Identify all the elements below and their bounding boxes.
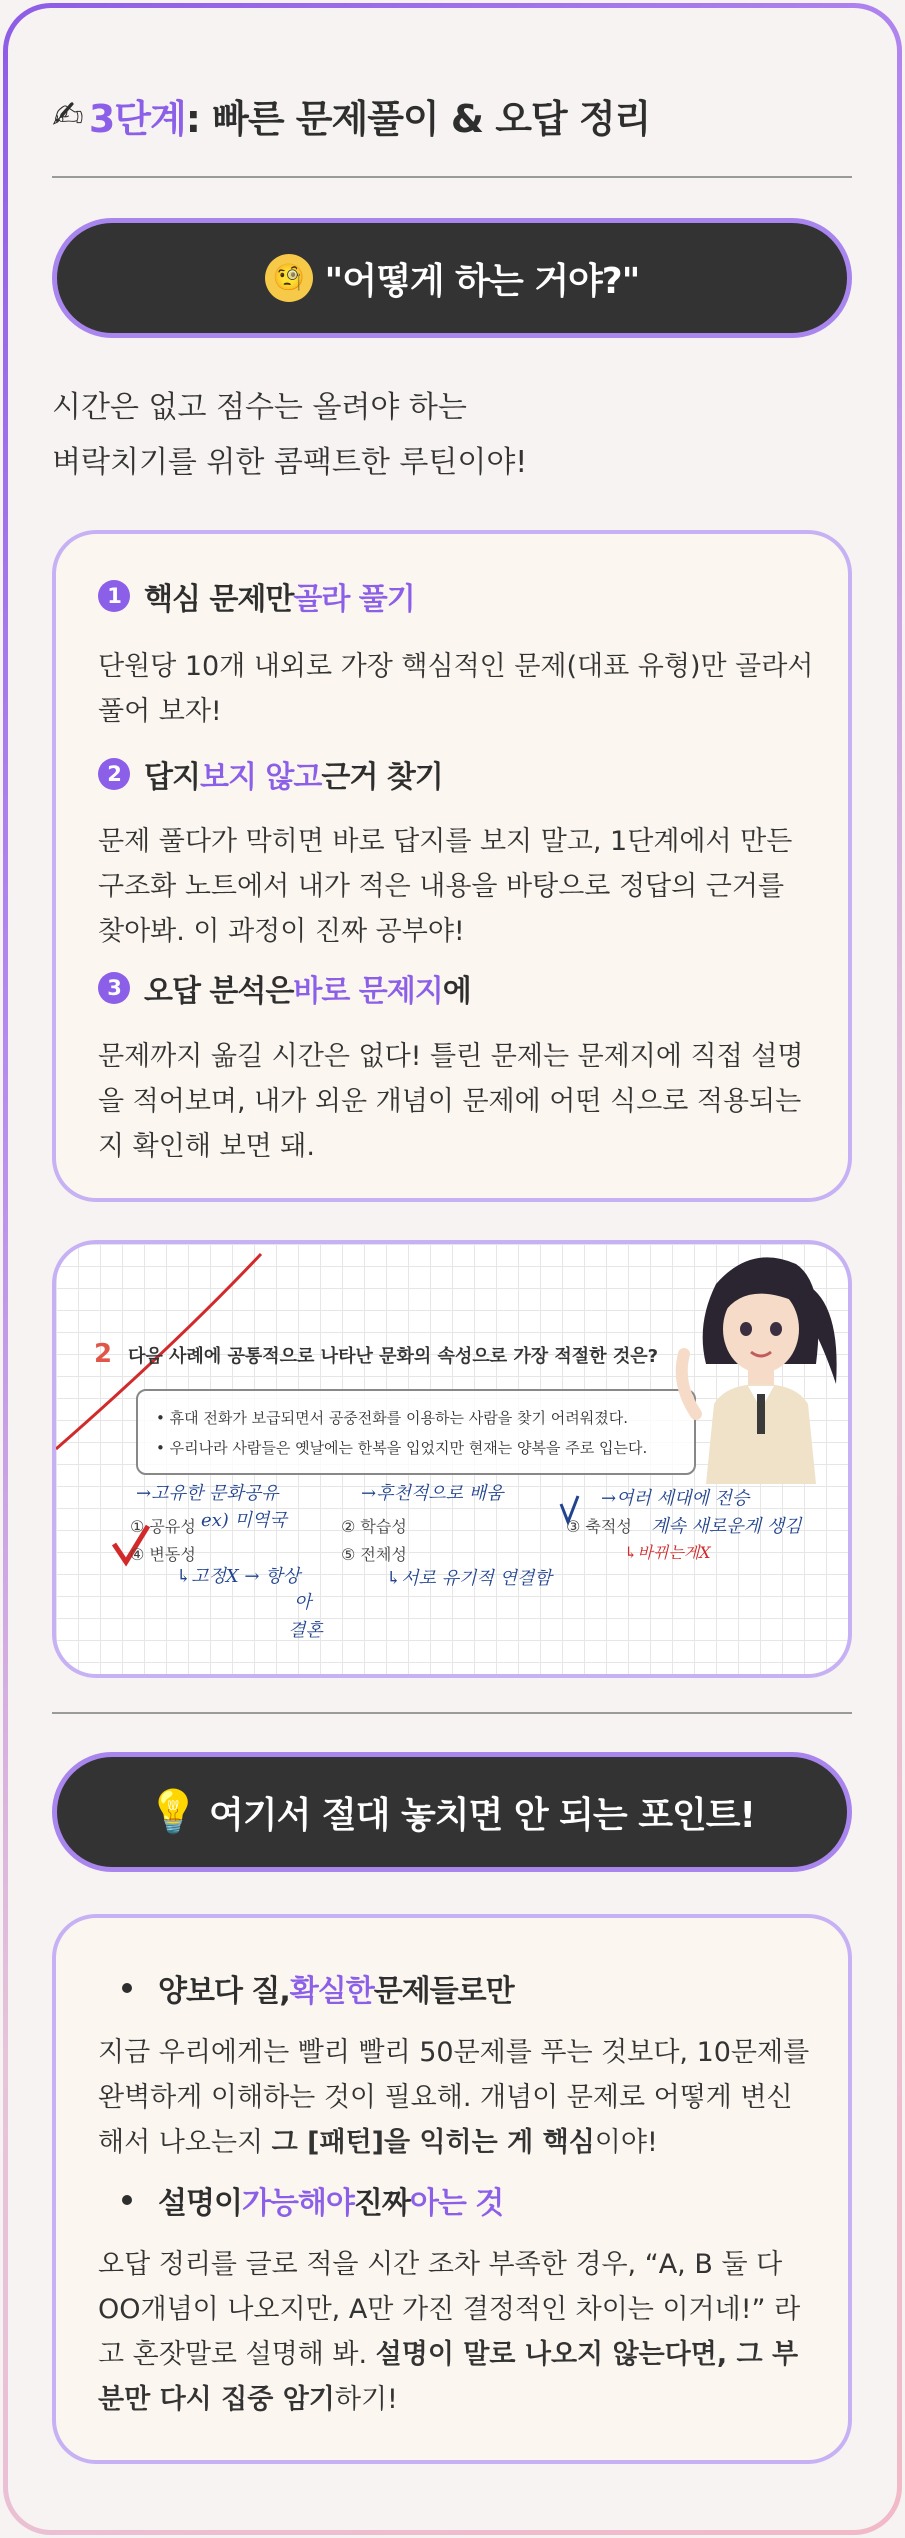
points-card bbox=[52, 1914, 852, 2464]
monocle-face-icon: 🧐 bbox=[265, 254, 313, 302]
bullet-dot bbox=[122, 2195, 132, 2205]
point-2-title-text: 설명이 bbox=[158, 2186, 242, 2221]
step-1-title-accent: 골라 풀기 bbox=[293, 582, 415, 617]
section-heading bbox=[52, 80, 852, 150]
divider bbox=[52, 1712, 852, 1714]
steps-card bbox=[52, 530, 852, 1202]
step-number-badge: 2 bbox=[98, 758, 130, 790]
point-1-title-text: 양보다 질, bbox=[158, 1974, 290, 2009]
point-1-body-emphasis: 그 [패턴]을 익히는 게 핵심 bbox=[271, 2127, 595, 2158]
point-2-body-text: 오답 정리를 글로 적을 시간 조차 부족한 경우, “A, B 둘 다 OO개념이 나오지만, A만 가진 결정적인 차이는 이거네!” 라고 혼잣말로 설명해 봐. bbox=[98, 2249, 801, 2370]
option-3: ③ 축적성 bbox=[566, 1517, 632, 1536]
point-2-body bbox=[98, 2242, 818, 2422]
step-number-badge: 1 bbox=[98, 580, 130, 612]
howto-title: "어떻게 하는 거야?" bbox=[324, 260, 640, 302]
point-1-body-text: 지금 우리에게는 빨리 빨리 50문제를 푸는 것보다, 10문제를 완벽하게 이해하는 것이 필요해. 개념이 문제로 어떻게 변신해서 나오는지 bbox=[98, 2037, 810, 2158]
step-1-title-text: 핵심 문제만 bbox=[144, 582, 294, 617]
handwritten-note: ↳고정X → 항상 bbox=[176, 1566, 300, 1587]
point-2-body-emphasis: 설명이 말로 나오지 않는다면, 그 부분만 다시 집중 암기 bbox=[98, 2339, 799, 2415]
step-2-body: 문제 풀다가 막히면 바로 답지를 보지 말고, 1단계에서 만든 구조화 노트에서 내가 적은 내용을 바탕으로 정답의 근거를 찾아봐. 이 과정이 진짜 공부야! bbox=[98, 826, 793, 947]
option-5: ⑤ 전체성 bbox=[341, 1545, 407, 1564]
point-1-title-suffix: 문제들로만 bbox=[373, 1974, 514, 2009]
light-bulb-icon: 💡 bbox=[147, 1787, 199, 1836]
step-3-title-text: 오답 분석은 bbox=[144, 974, 294, 1009]
howto-banner bbox=[52, 218, 852, 338]
step-3-title bbox=[98, 966, 471, 1010]
step-2-title-suffix: 근거 찾기 bbox=[321, 760, 443, 795]
divider bbox=[52, 176, 852, 178]
points-title: 여기서 절대 놓치면 안 되는 포인트! bbox=[209, 1794, 755, 1836]
option-2: ② 학습성 bbox=[341, 1517, 407, 1536]
step-3-title-accent: 바로 문제지 bbox=[293, 974, 443, 1009]
step-2-title-accent: 보지 않고 bbox=[199, 760, 322, 795]
handwritten-note: 아 bbox=[294, 1592, 312, 1613]
point-1-body-end: 이야! bbox=[594, 2127, 658, 2158]
step-1-title bbox=[98, 574, 415, 618]
option-4: ④ 변동성 bbox=[130, 1545, 196, 1564]
handwritten-note: →고유한 문화공유 bbox=[136, 1483, 279, 1504]
example-line-2: • 우리나라 사람들은 옛날에는 한복을 입었지만 현재는 양복을 주로 입는다. bbox=[156, 1439, 648, 1457]
heading-step: 3단계 bbox=[88, 96, 186, 141]
handwritten-note: 결혼 bbox=[288, 1620, 323, 1641]
point-2-body-end: 하기! bbox=[334, 2384, 398, 2415]
handwritten-note: ↳바뀌는게X bbox=[624, 1543, 711, 1562]
point-2-title-accent-1: 가능해야 bbox=[241, 2186, 354, 2221]
handwritten-note: ↳서로 유기적 연결함 bbox=[386, 1568, 552, 1589]
handwritten-note: ex) 미역국 bbox=[201, 1510, 287, 1531]
point-2-title bbox=[98, 2178, 503, 2222]
points-banner bbox=[52, 1752, 852, 1872]
step-3-title-suffix: 에 bbox=[442, 974, 471, 1009]
intro-text bbox=[52, 380, 852, 490]
step-2-title bbox=[98, 752, 443, 796]
example-line-1: • 휴대 전화가 보급되면서 공중전화를 이용하는 사람을 찾기 어려워졌다. bbox=[156, 1409, 628, 1427]
intro-line-2: 벼락치기를 위한 콤팩트한 루틴이야! bbox=[52, 445, 528, 480]
question-example-box bbox=[136, 1389, 696, 1475]
point-1-title bbox=[98, 1966, 514, 2010]
point-1-title-accent: 확실한 bbox=[289, 1974, 374, 2009]
step-1-body: 단원당 10개 내외로 가장 핵심적인 문제(대표 유형)만 골라서 풀어 보자! bbox=[98, 651, 814, 727]
question-text: 다음 사례에 공통적으로 나타난 문화의 속성으로 가장 적절한 것은? bbox=[128, 1346, 659, 1367]
handwritten-note: 계속 새로운게 생김 bbox=[651, 1516, 802, 1537]
option-1: ① 공유성 bbox=[130, 1517, 196, 1536]
point-1-body bbox=[98, 2030, 818, 2165]
teacher-illustration bbox=[666, 1244, 852, 1484]
question-number: 2 bbox=[94, 1339, 113, 1369]
bullet-dot bbox=[122, 1983, 132, 1993]
step-2-title-text: 답지 bbox=[144, 760, 200, 795]
step-3-body: 문제까지 옮길 시간은 없다! 틀린 문제는 문제지에 직접 설명을 적어보며, 내가 외운 개념이 문제에 어떤 식으로 적용되는지 확인해 보면 돼. bbox=[98, 1041, 804, 1162]
handwritten-note: →여러 세대에 전승 bbox=[601, 1488, 750, 1509]
point-2-title-mid: 진짜 bbox=[353, 2186, 410, 2221]
handwritten-note: →후천적으로 배움 bbox=[361, 1483, 504, 1504]
point-2-title-accent-2: 아는 것 bbox=[409, 2186, 504, 2221]
intro-line-1: 시간은 없고 점수는 올려야 하는 bbox=[52, 390, 467, 425]
step-number-badge: 3 bbox=[98, 972, 130, 1004]
worksheet-example-image bbox=[52, 1240, 852, 1678]
writing-hand-icon: ✍ bbox=[52, 93, 83, 137]
heading-text: : 빠른 문제풀이 & 오답 정리 bbox=[185, 96, 651, 141]
